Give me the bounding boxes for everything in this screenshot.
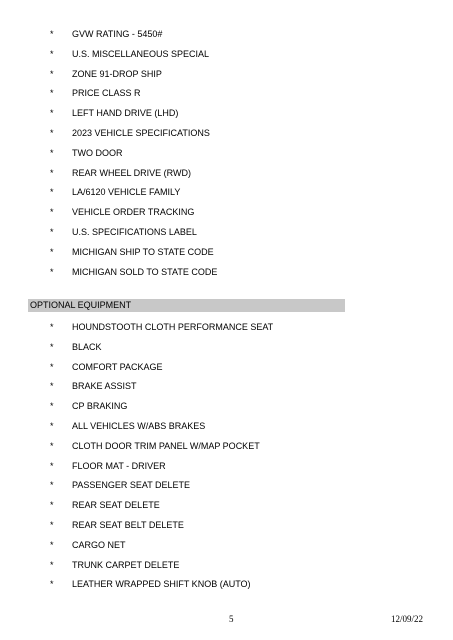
list-item <box>0 147 453 167</box>
list-item-label: GVW RATING - 5450# <box>72 29 163 39</box>
list-item <box>0 28 453 48</box>
bullet-icon: * <box>50 266 54 277</box>
list-item <box>0 361 453 381</box>
list-item <box>0 420 453 440</box>
bullet-icon: * <box>50 539 54 550</box>
list-item <box>0 440 453 460</box>
list-item-label: U.S. SPECIFICATIONS LABEL <box>72 226 197 237</box>
list-item <box>0 460 453 480</box>
list-item <box>0 87 453 107</box>
list-item <box>0 321 453 341</box>
list-item-label: 2023 VEHICLE SPECIFICATIONS <box>72 127 210 138</box>
list-item <box>0 48 453 68</box>
list-item <box>0 380 453 400</box>
bullet-icon: * <box>50 341 54 352</box>
bullet-icon: * <box>50 187 54 198</box>
list-item-label: LA/6120 VEHICLE FAMILY <box>72 187 181 198</box>
bullet-icon: * <box>50 88 54 99</box>
bullet-icon: * <box>50 322 54 332</box>
bullet-icon: * <box>50 246 54 257</box>
list-item <box>0 226 453 246</box>
list-item-label: TRUNK CARPET DELETE <box>72 559 180 570</box>
list-item-label: CLOTH DOOR TRIM PANEL W/MAP POCKET <box>72 440 260 451</box>
list-item <box>0 167 453 187</box>
bullet-icon: * <box>50 207 54 218</box>
list-item <box>0 266 453 286</box>
bullet-icon: * <box>50 500 54 511</box>
list-item-label: HOUNDSTOOTH CLOTH PERFORMANCE SEAT <box>72 322 274 332</box>
list-item-label: TWO DOOR <box>72 147 123 158</box>
list-item <box>0 499 453 519</box>
bullet-icon: * <box>50 381 54 392</box>
list-item-label: U.S. MISCELLANEOUS SPECIAL <box>72 48 210 59</box>
list-item-label: ALL VEHICLES W/ABS BRAKES <box>72 420 206 431</box>
bullet-icon: * <box>50 108 54 119</box>
bullet-icon: * <box>50 579 54 590</box>
list-item-label: CP BRAKING <box>72 401 128 412</box>
list-item <box>0 246 453 266</box>
bullet-icon: * <box>50 68 54 79</box>
list-item-label: REAR SEAT BELT DELETE <box>72 519 184 530</box>
list-item <box>0 127 453 147</box>
list-item <box>0 186 453 206</box>
standard-equipment-list <box>0 28 453 285</box>
list-item <box>0 341 453 361</box>
list-item-label: CARGO NET <box>72 539 126 550</box>
list-item <box>0 206 453 226</box>
list-item-label: MICHIGAN SOLD TO STATE CODE <box>72 266 218 277</box>
section-header-optional-equipment: OPTIONAL EQUIPMENT <box>28 299 345 312</box>
list-item-label: PASSENGER SEAT DELETE <box>72 480 191 491</box>
bullet-icon: * <box>50 147 54 158</box>
list-item-label: REAR SEAT DELETE <box>72 500 160 511</box>
list-item-label: MICHIGAN SHIP TO STATE CODE <box>72 246 214 257</box>
bullet-icon: * <box>50 226 54 237</box>
bullet-icon: * <box>50 29 54 39</box>
list-item-label: LEFT HAND DRIVE (LHD) <box>72 108 179 119</box>
list-item <box>0 107 453 127</box>
list-item <box>0 559 453 579</box>
bullet-icon: * <box>50 460 54 471</box>
bullet-icon: * <box>50 401 54 412</box>
list-item-label: LEATHER WRAPPED SHIFT KNOB (AUTO) <box>72 579 251 590</box>
list-item <box>0 68 453 88</box>
list-item <box>0 479 453 499</box>
bullet-icon: * <box>50 361 54 372</box>
optional-equipment-list <box>0 321 453 598</box>
list-item-label: FLOOR MAT - DRIVER <box>72 460 166 471</box>
list-item-label: REAR WHEEL DRIVE (RWD) <box>72 167 192 178</box>
list-item <box>0 539 453 559</box>
bullet-icon: * <box>50 519 54 530</box>
list-item-label: BRAKE ASSIST <box>72 381 137 392</box>
list-item-label: VEHICLE ORDER TRACKING <box>72 207 195 218</box>
list-item-label: PRICE CLASS R <box>72 88 141 99</box>
list-item <box>0 578 453 598</box>
bullet-icon: * <box>50 48 54 59</box>
page-number: 5 <box>229 614 234 624</box>
list-item <box>0 400 453 420</box>
bullet-icon: * <box>50 559 54 570</box>
list-item-label: COMFORT PACKAGE <box>72 361 163 372</box>
bullet-icon: * <box>50 127 54 138</box>
bullet-icon: * <box>50 480 54 491</box>
bullet-icon: * <box>50 420 54 431</box>
list-item-label: ZONE 91-DROP SHIP <box>72 68 162 79</box>
bullet-icon: * <box>50 440 54 451</box>
list-item-label: BLACK <box>72 341 102 352</box>
bullet-icon: * <box>50 167 54 178</box>
list-item <box>0 519 453 539</box>
footer-date: 12/09/22 <box>391 614 424 624</box>
